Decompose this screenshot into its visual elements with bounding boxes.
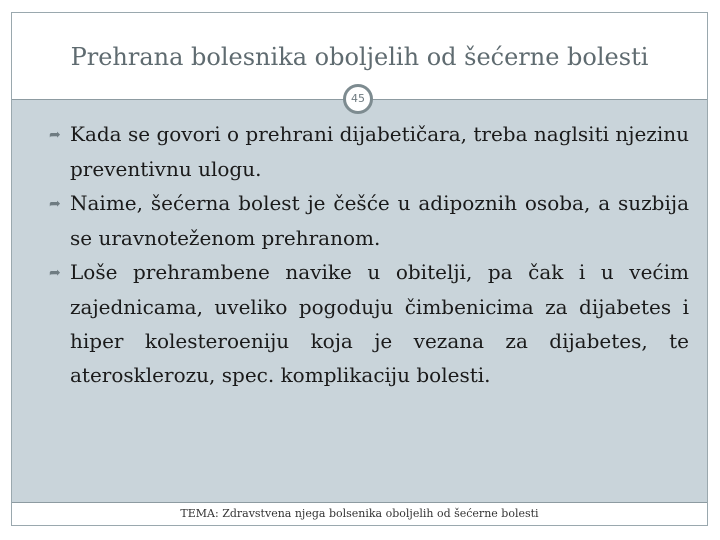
- page-number-badge: 45: [343, 84, 373, 114]
- curved-arrow-bullet-icon: ➦: [49, 127, 61, 143]
- slide-footer: [12, 502, 707, 525]
- bullet-item: [49, 117, 689, 186]
- bullet-item: [49, 186, 689, 255]
- curved-arrow-bullet-icon: ➦: [49, 265, 61, 281]
- footer-text: TEMA: Zdravstvena njega bolsenika oboljelih od šećerne bolesti: [180, 507, 539, 520]
- slide: [11, 12, 708, 526]
- slide-content: [49, 117, 689, 392]
- curved-arrow-bullet-icon: ➦: [49, 196, 61, 212]
- bullet-item: [49, 255, 689, 392]
- bullet-text: Kada se govori o prehrani dijabetičara, treba naglsiti njezinu preventivnu ulogu.: [70, 122, 689, 181]
- bullet-text: Loše prehrambene navike u obitelji, pa čak i u većim zajednicama, uveliko pogoduju čimbenicima za dijabetes i hiper kolesteroeniju koja je vezana za dijabetes, te aterosklerozu, spec. komplikaciju bolesti.: [70, 260, 689, 387]
- slide-title: Prehrana bolesnika oboljelih od šećerne bolesti: [70, 43, 649, 71]
- bullet-text: Naime, šećerna bolest je češće u adipoznih osoba, a suzbija se uravnoteženom prehranom.: [70, 191, 689, 250]
